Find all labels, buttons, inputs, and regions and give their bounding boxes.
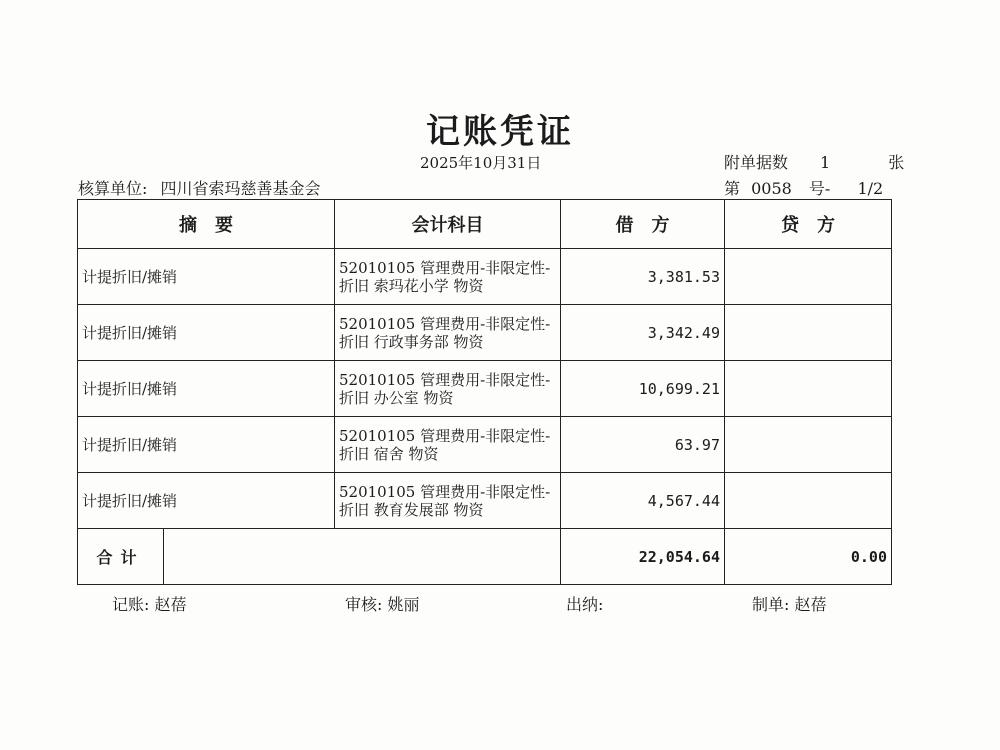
voucher-number — [724, 176, 883, 199]
total-debit: 22,054.64 — [561, 529, 725, 585]
bookkeeper: 记账: 赵蓓 — [112, 595, 187, 614]
table-row — [78, 305, 892, 361]
row-debit: 63.97 — [561, 417, 725, 473]
total-label: 合计 — [78, 529, 164, 585]
voucher-page: 1/2 — [857, 179, 884, 198]
subject-line2: 折旧 办公室 物资 — [339, 388, 454, 407]
total-credit: 0.00 — [725, 529, 892, 585]
table-row — [78, 361, 892, 417]
row-credit — [725, 417, 892, 473]
preparer: 制单: 赵蓓 — [752, 595, 827, 614]
attachment-label: 附单据数 — [724, 153, 789, 172]
table-row — [78, 417, 892, 473]
attachment-number: 1 — [820, 153, 831, 172]
subject-line1: 52010105 管理费用-非限定性- — [339, 370, 551, 389]
row-summary: 计提折旧/摊销 — [78, 249, 335, 305]
row-subject — [335, 473, 561, 529]
voucher-prefix: 第 — [724, 179, 741, 198]
row-credit — [725, 305, 892, 361]
cashier: 出纳: — [566, 595, 604, 614]
row-summary: 计提折旧/摊销 — [78, 417, 335, 473]
total-row — [78, 529, 892, 585]
row-credit — [725, 473, 892, 529]
row-credit — [725, 249, 892, 305]
voucher-table — [77, 199, 892, 585]
header-subject: 会计科目 — [335, 200, 561, 249]
row-credit — [725, 361, 892, 417]
row-debit: 4,567.44 — [561, 473, 725, 529]
row-subject — [335, 361, 561, 417]
row-subject — [335, 305, 561, 361]
subject-line1: 52010105 管理费用-非限定性- — [339, 258, 551, 277]
subject-line2: 折旧 宿舍 物资 — [339, 444, 439, 463]
subject-line1: 52010105 管理费用-非限定性- — [339, 426, 551, 445]
voucher-title: 记账凭证 — [426, 112, 574, 152]
accounting-unit — [78, 176, 321, 199]
attachment-unit: 张 — [888, 153, 905, 172]
table-header-row — [78, 200, 892, 249]
voucher-suffix: 号- — [808, 179, 831, 198]
total-blank — [164, 529, 561, 585]
table-row — [78, 473, 892, 529]
row-debit: 3,342.49 — [561, 305, 725, 361]
row-subject — [335, 249, 561, 305]
subject-line2: 折旧 教育发展部 物资 — [339, 500, 484, 519]
subject-line1: 52010105 管理费用-非限定性- — [339, 482, 551, 501]
unit-name: 四川省索玛慈善基金会 — [160, 179, 321, 198]
row-summary: 计提折旧/摊销 — [78, 361, 335, 417]
subject-line2: 折旧 行政事务部 物资 — [339, 332, 484, 351]
row-summary: 计提折旧/摊销 — [78, 473, 335, 529]
voucher-date: 2025年10月31日 — [420, 154, 542, 172]
row-debit: 3,381.53 — [561, 249, 725, 305]
header-credit: 贷 方 — [725, 200, 892, 249]
voucher-no: 0058 — [751, 179, 792, 198]
row-summary: 计提折旧/摊销 — [78, 305, 335, 361]
header-summary: 摘 要 — [78, 200, 335, 249]
auditor: 审核: 姚丽 — [345, 595, 420, 614]
attachment-count — [724, 150, 904, 173]
row-debit: 10,699.21 — [561, 361, 725, 417]
row-subject — [335, 417, 561, 473]
table-row — [78, 249, 892, 305]
subject-line2: 折旧 索玛花小学 物资 — [339, 276, 484, 295]
header-debit: 借 方 — [561, 200, 725, 249]
unit-label: 核算单位: — [78, 179, 148, 198]
subject-line1: 52010105 管理费用-非限定性- — [339, 314, 551, 333]
